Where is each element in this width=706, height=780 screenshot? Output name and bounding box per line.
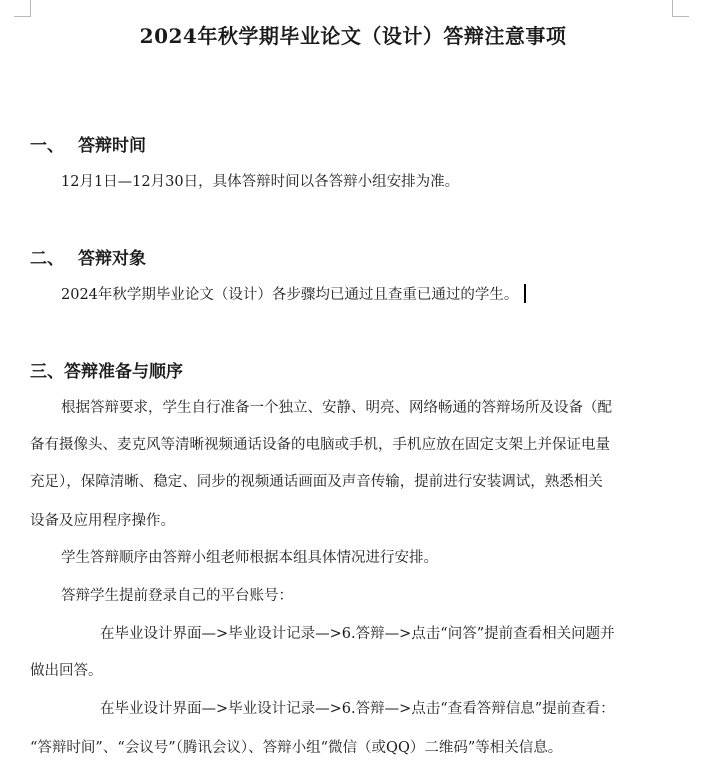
text-cursor: [524, 284, 526, 303]
step-line: “答辩时间”、“会议号”（腾讯会议）、答辩小组“微信（或QQ）二维码”等相关信息。: [30, 740, 563, 756]
document-title: 2024年秋学期毕业论文（设计）答辩注意事项: [139, 24, 567, 48]
section-number: 一、: [30, 136, 64, 156]
section-title: 答辩时间: [78, 136, 146, 156]
section-number: 二、: [30, 249, 64, 269]
section-heading-time: [30, 131, 146, 156]
section-heading-target: [30, 244, 146, 269]
step-line: 在毕业设计界面—>毕业设计记录—>6.答辩—>点击“问答”提前查看相关问题并: [100, 626, 615, 642]
paragraph-line: 设备及应用程序操作。: [30, 513, 175, 529]
page-corner-mark: [672, 0, 689, 17]
paragraph-with-cursor[interactable]: [61, 283, 526, 304]
step-line: 做出回答。: [30, 663, 103, 679]
paragraph-text: 2024年秋学期毕业论文（设计）各步骤均已通过且查重已通过的学生。: [61, 287, 519, 303]
paragraph-line: 根据答辩要求，学生自行准备一个独立、安静、明亮、网络畅通的答辩场所及设备（配: [61, 400, 612, 416]
paragraph-line: 充足），保障清晰、稳定、同步的视频通话画面及声音传输，提前进行安装调试，熟悉相关: [30, 474, 603, 490]
section-heading-preparation: 三、答辩准备与顺序: [30, 362, 183, 382]
step-line: 在毕业设计界面—>毕业设计记录—>6.答辩—>点击“查看答辩信息”提前查看：: [100, 701, 615, 717]
paragraph: 12月1日—12月30日，具体答辩时间以各答辩小组安排为准。: [61, 174, 460, 190]
paragraph: 学生答辩顺序由答辩小组老师根据本组具体情况进行安排。: [61, 550, 438, 566]
section-title: 答辩对象: [78, 249, 146, 269]
paragraph: 答辩学生提前登录自己的平台账号：: [61, 588, 293, 604]
paragraph-line: 备有摄像头、麦克风等清晰视频通话设备的电脑或手机，手机应放在固定支架上并保证电量: [30, 437, 610, 453]
page-corner-mark: [14, 0, 31, 17]
